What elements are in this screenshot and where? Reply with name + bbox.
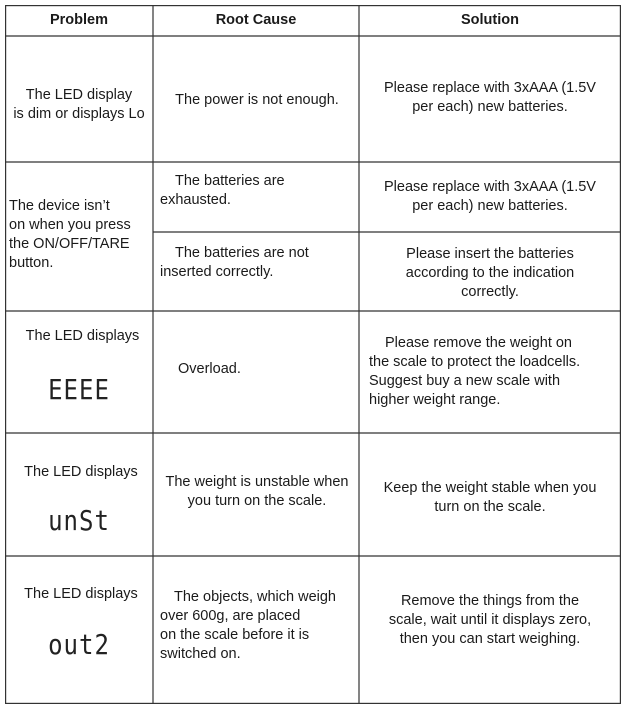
row1-cause: The power is not enough.: [175, 92, 339, 108]
row3-solution-text: Please remove the weight on the scale to protect the loadcells. Suggest buy a new scale with higher weight range.: [369, 335, 581, 408]
row3-solution: [369, 334, 621, 410]
row5-cause-text: The objects, which weigh over 600g, are placed on the scale before it is switched on.: [160, 589, 336, 662]
row4-solution: Keep the weight stable when you turn on the scale.: [383, 480, 597, 515]
led-display-out2: out2: [48, 628, 110, 662]
row1-problem: The LED display is dim or displays Lo: [13, 87, 145, 122]
row2-problem: The device isn’t on when you press the ON/OFF/TARE button.: [9, 198, 131, 271]
row4-led-display: [5, 493, 153, 550]
row5-led-display: [5, 617, 153, 674]
row5-solution: Remove the things from the scale, wait until it displays zero, then you can start weighing.: [388, 593, 592, 647]
row2-cause-a: The batteries are exhausted.: [160, 173, 285, 208]
row4-problem: The LED displays: [24, 464, 138, 480]
row5-problem: The LED displays: [24, 586, 138, 602]
row4-cause: The weight is unstable when you turn on the scale.: [165, 474, 349, 509]
troubleshooting-table: [5, 5, 621, 704]
led-display-eeee: EEEE: [48, 373, 110, 407]
led-display-unst: unSt: [48, 504, 110, 538]
header-solution: Solution: [461, 12, 519, 28]
row5-cause: [160, 588, 359, 664]
header-problem: Problem: [49, 12, 108, 28]
row2-solution-b: Please insert the batteries according to the indication correctly.: [405, 246, 575, 300]
row3-cause: Overload.: [178, 361, 241, 377]
row2-solution-a: Please replace with 3xAAA (1.5V per each) new batteries.: [384, 179, 596, 214]
row3-led-display: [5, 362, 153, 419]
header-root-cause: Root Cause: [215, 12, 297, 28]
row2-cause-b: The batteries are not inserted correctly.: [160, 245, 309, 280]
row1-solution: Please replace with 3xAAA (1.5V per each) new batteries.: [384, 80, 596, 115]
row3-problem: The LED displays: [25, 328, 140, 344]
